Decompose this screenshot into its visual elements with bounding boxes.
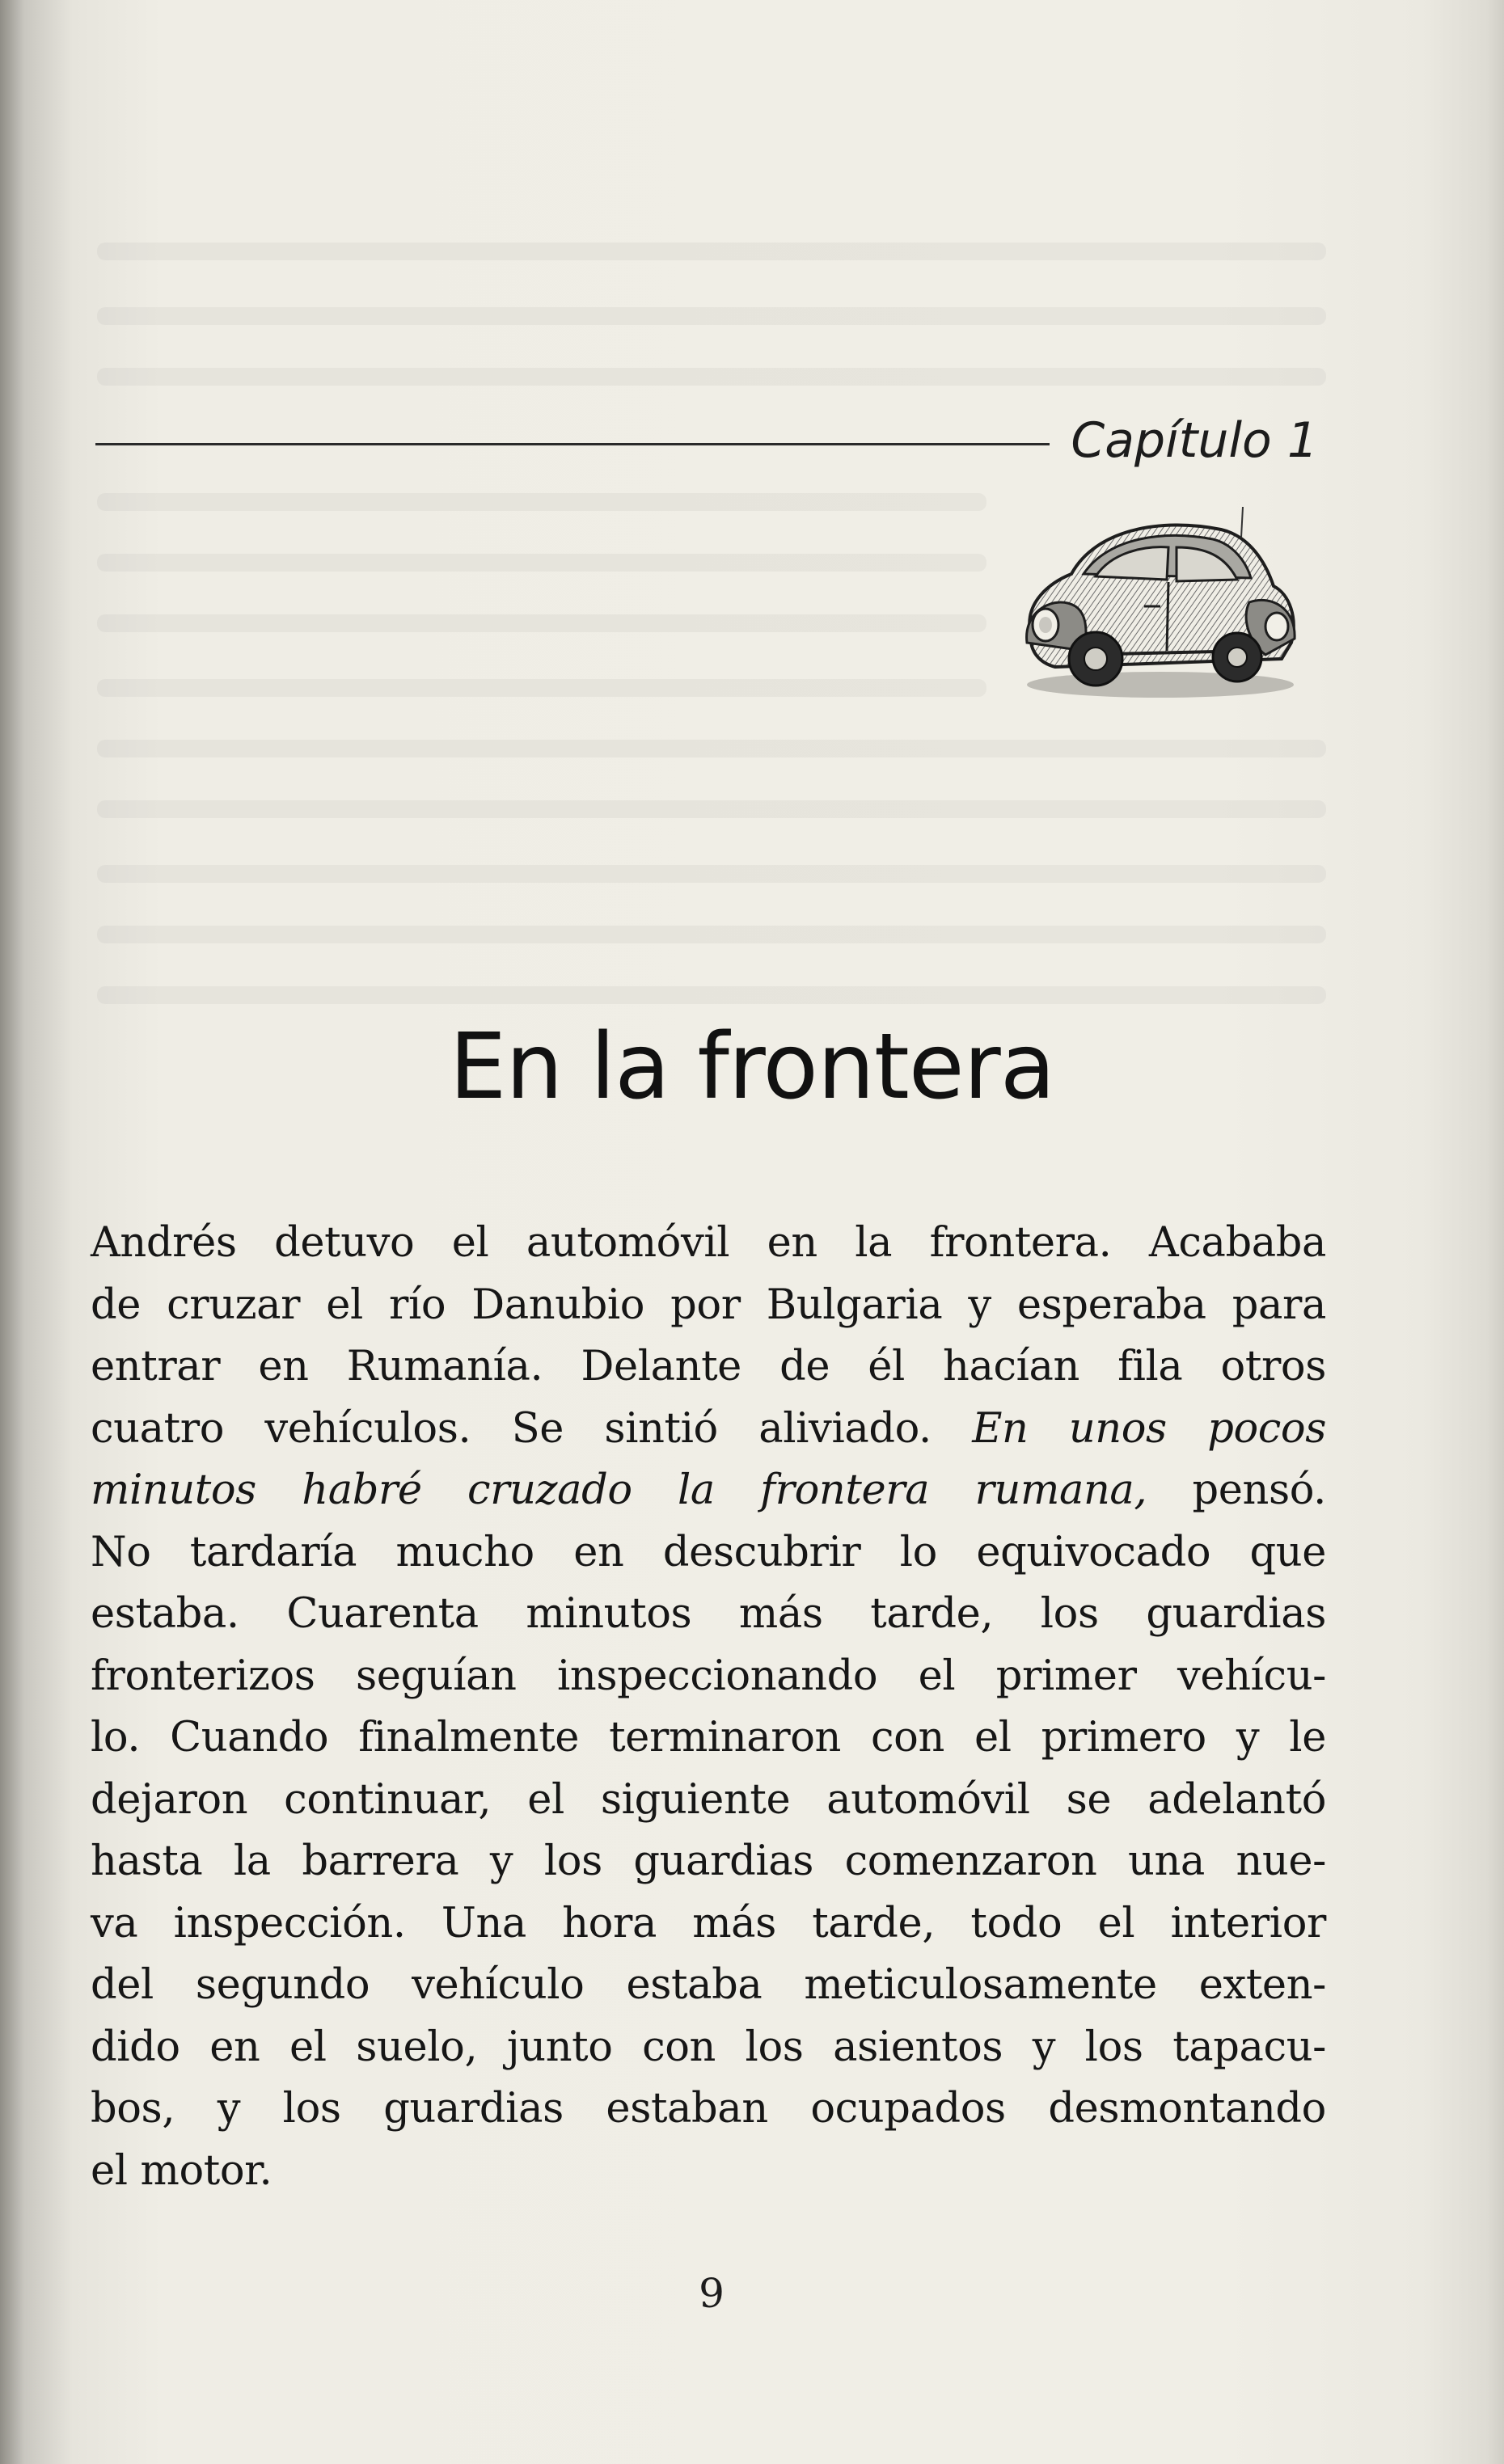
bleed-through xyxy=(97,554,986,572)
body-text-segment: del segundo vehículo estaba meticulosamente exten- xyxy=(91,1961,1326,2009)
body-line xyxy=(91,1522,1326,1584)
body-line xyxy=(91,1893,1326,1956)
body-text-segment: No tardaría mucho en descubrir lo equivocado que xyxy=(91,1528,1326,1576)
body-text-segment: hasta la barrera y los guardias comenzaron una nue- xyxy=(91,1837,1326,1885)
body-text-segment: el motor. xyxy=(91,2146,272,2195)
bleed-through xyxy=(97,740,1326,757)
body-text-segment: va inspección. Una hora más tarde, todo el interior xyxy=(91,1899,1326,1947)
body-text-segment: fronterizos seguían inspeccionando el primer vehícu- xyxy=(91,1652,1326,1700)
body-text xyxy=(91,1213,1326,2202)
body-line xyxy=(91,1275,1326,1337)
body-line xyxy=(91,1770,1326,1832)
chapter-title: En la frontera xyxy=(449,1015,1055,1120)
bleed-through xyxy=(97,243,1326,260)
bleed-through xyxy=(97,800,1326,818)
bleed-through xyxy=(97,368,1326,386)
body-line xyxy=(91,1646,1326,1708)
bleed-through xyxy=(97,865,1326,883)
body-text-segment: lo. Cuando finalmente terminaron con el primero y le xyxy=(91,1714,1326,1762)
page-number: 9 xyxy=(699,2270,725,2317)
bleed-through xyxy=(97,986,1326,1004)
chapter-label: Capítulo 1 xyxy=(1071,412,1318,469)
body-line xyxy=(91,1707,1326,1770)
body-line xyxy=(91,1336,1326,1399)
body-line xyxy=(91,2078,1326,2141)
body-text-segment: pensó. xyxy=(1147,1466,1326,1514)
body-line xyxy=(91,1955,1326,2017)
bleed-through xyxy=(97,926,1326,943)
body-text-segment: Andrés detuvo el automóvil en la frontera. Acababa xyxy=(91,1219,1326,1267)
car-illustration-icon xyxy=(1007,505,1308,707)
body-text-segment: de cruzar el río Danubio por Bulgaria y esperaba para xyxy=(91,1281,1326,1329)
body-text-segment: dejaron continuar, el siguiente automóvil se adelantó xyxy=(91,1775,1326,1824)
bleed-through xyxy=(97,493,986,511)
chapter-rule xyxy=(95,443,1050,445)
body-text-segment: dido en el suelo, junto con los asientos y los tapacu- xyxy=(91,2023,1326,2071)
body-line xyxy=(91,1584,1326,1646)
body-text-segment: estaba. Cuarenta minutos más tarde, los guardias xyxy=(91,1590,1326,1638)
chapter-header xyxy=(95,404,1318,477)
body-text-segment: entrar en Rumanía. Delante de él hacían fila otros xyxy=(91,1343,1326,1390)
bleed-through xyxy=(97,614,986,632)
body-line xyxy=(91,2017,1326,2079)
italic-text: minutos habré cruzado la frontera rumana, xyxy=(91,1466,1147,1514)
body-text-segment: cuatro vehículos. Se sintió aliviado. xyxy=(91,1404,973,1453)
body-line xyxy=(91,1831,1326,1893)
italic-text: En unos pocos xyxy=(972,1404,1326,1453)
body-line xyxy=(91,1399,1326,1461)
bleed-through xyxy=(97,307,1326,325)
bleed-through xyxy=(97,679,986,697)
body-line xyxy=(91,1213,1326,1275)
body-text-segment: bos, y los guardias estaban ocupados desmontando xyxy=(91,2085,1326,2133)
body-line xyxy=(91,1460,1326,1522)
body-line xyxy=(91,2141,1326,2203)
